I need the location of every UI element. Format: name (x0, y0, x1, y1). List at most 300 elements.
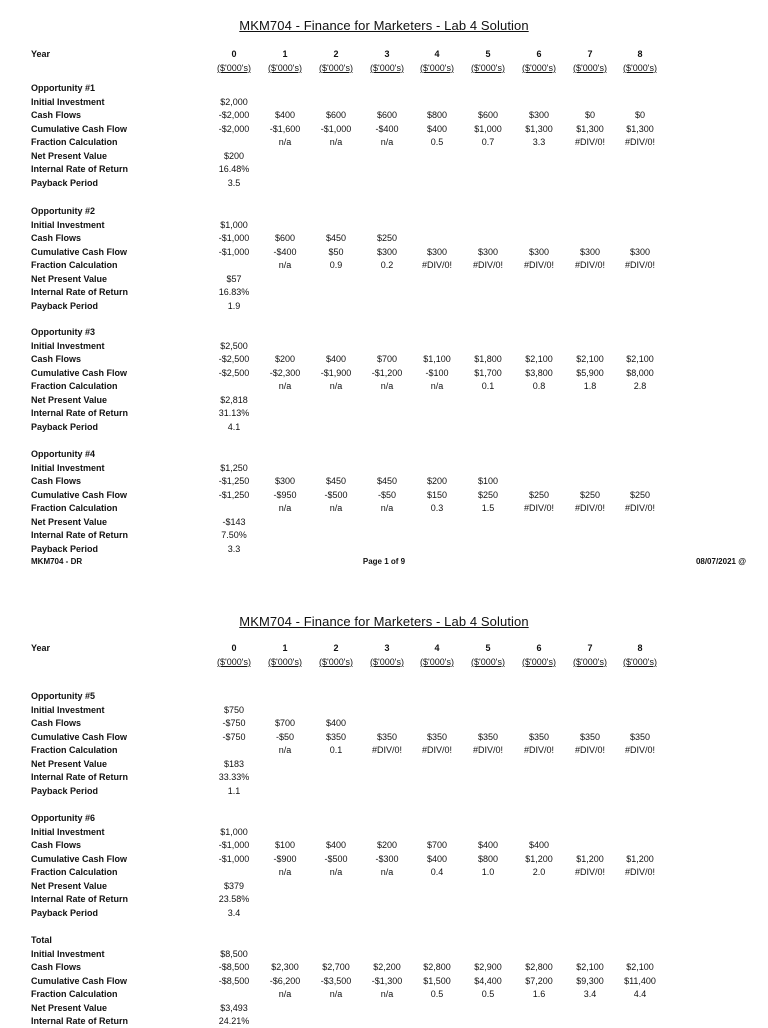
table-row (0, 340, 768, 353)
unit-cell: ($'000's) (471, 656, 505, 667)
row-label: Cumulative Cash Flow (31, 489, 128, 500)
year-cell: 6 (536, 643, 542, 653)
table-cell: $2,900 (474, 962, 502, 972)
table-cell: $0 (584, 110, 595, 120)
table-row (0, 96, 768, 109)
table-cell: $400 (325, 718, 347, 728)
row-label: Internal Rate of Return (31, 530, 129, 540)
table-row (0, 407, 768, 420)
row-label: Payback Period (31, 421, 99, 432)
row-label: Cumulative Cash Flow (31, 853, 128, 864)
row-label: Fraction Calculation (31, 867, 118, 877)
table-cell: $350 (376, 731, 398, 742)
table-cell: $11,400 (624, 975, 656, 986)
section-header-row (0, 934, 768, 947)
table-cell: 0.1 (481, 381, 495, 391)
table-cell: n/a (329, 867, 343, 877)
row-label: Payback Period (31, 907, 99, 918)
table-row (0, 853, 768, 866)
unit-cell: ($'000's) (268, 62, 302, 73)
table-cell: 0.9 (329, 260, 343, 270)
row-label: Fraction Calculation (31, 381, 118, 391)
table-row (0, 785, 768, 798)
table-cell: #DIV/0! (574, 260, 605, 270)
row-label: Fraction Calculation (31, 503, 118, 513)
unit-cell: ($'000's) (319, 62, 353, 73)
table-cell: #DIV/0! (421, 745, 452, 755)
table-cell: -$1,300 (371, 975, 403, 986)
year-cell: 0 (231, 643, 237, 653)
page-title: MKM704 - Finance for Marketers - Lab 4 Solution (239, 18, 529, 33)
year-cell: 4 (434, 49, 440, 59)
section-name: Opportunity #3 (31, 327, 96, 337)
year-cell: 8 (637, 49, 643, 59)
table-cell: $1,300 (576, 123, 604, 134)
table-cell: n/a (329, 503, 343, 513)
unit-cell: ($'000's) (522, 656, 556, 667)
table-cell: $450 (325, 233, 347, 243)
table-cell: -$1,000 (218, 853, 250, 864)
table-cell: $1,500 (423, 975, 451, 986)
table-cell: $1,000 (474, 123, 502, 134)
table-cell: -$1,200 (371, 367, 403, 378)
unit-cell: ($'000's) (370, 656, 404, 667)
table-cell: #DIV/0! (624, 260, 655, 270)
table-cell: 3.5 (227, 177, 241, 188)
table-cell: $183 (223, 758, 245, 769)
row-label: Payback Period (31, 543, 99, 554)
row-label: Payback Period (31, 785, 99, 796)
table-cell: #DIV/0! (574, 137, 605, 147)
table-cell: $450 (325, 476, 347, 486)
table-row (0, 163, 768, 176)
table-cell: n/a (278, 381, 292, 391)
table-cell: n/a (380, 137, 394, 147)
table-cell: -$50 (377, 489, 396, 500)
row-label: Net Present Value (31, 516, 108, 527)
table-cell: #DIV/0! (472, 745, 503, 755)
table-cell: -$750 (222, 731, 246, 742)
table-cell: $600 (274, 233, 296, 243)
table-cell: $1,200 (626, 853, 654, 864)
table-cell: -$8,500 (218, 962, 250, 972)
table-cell: 23.58% (218, 894, 250, 904)
unit-cell: ($'000's) (573, 62, 607, 73)
row-label: Cash Flows (31, 476, 82, 486)
table-cell: $350 (477, 731, 499, 742)
table-row (0, 1002, 768, 1015)
table-cell: $2,700 (322, 962, 350, 972)
table-cell: $100 (477, 476, 499, 486)
table-cell: #DIV/0! (624, 503, 655, 513)
table-cell: 4.1 (227, 421, 241, 432)
year-label: Year (31, 49, 51, 59)
table-row (0, 988, 768, 1001)
section-header-row (0, 205, 768, 218)
table-row (0, 948, 768, 961)
table-cell: -$143 (222, 516, 246, 527)
table-cell: $9,300 (576, 975, 604, 986)
year-cell: 7 (587, 49, 593, 59)
row-label: Initial Investment (31, 704, 105, 715)
table-cell: -$2,500 (218, 354, 250, 364)
row-label: Internal Rate of Return (31, 408, 129, 418)
table-row (0, 744, 768, 757)
table-cell: $2,818 (220, 394, 248, 405)
table-cell: $8,500 (220, 948, 248, 959)
table-cell: $300 (376, 246, 398, 257)
table-row (0, 1015, 768, 1028)
table-row (0, 839, 768, 852)
row-label: Internal Rate of Return (31, 772, 129, 782)
table-row (0, 961, 768, 974)
table-cell: $2,100 (576, 354, 604, 364)
table-row (0, 219, 768, 232)
table-cell: $150 (426, 489, 448, 500)
table-cell: $0 (634, 110, 645, 120)
table-row (0, 907, 768, 920)
table-cell: $1,200 (525, 853, 553, 864)
table-row (0, 731, 768, 744)
section-header-row (0, 690, 768, 703)
table-cell: $750 (223, 704, 245, 715)
row-label: Cash Flows (31, 962, 82, 972)
table-cell: 24.21% (218, 1016, 250, 1026)
table-cell: $1,800 (474, 354, 502, 364)
table-row (0, 529, 768, 542)
row-label: Initial Investment (31, 340, 105, 351)
table-cell: 2.8 (633, 381, 647, 391)
year-header-row (0, 48, 768, 61)
table-cell: $2,800 (525, 962, 553, 972)
table-row (0, 259, 768, 272)
table-cell: 0.1 (329, 745, 343, 755)
table-cell: $350 (629, 731, 651, 742)
table-row (0, 771, 768, 784)
row-label: Cumulative Cash Flow (31, 246, 128, 257)
table-cell: $800 (477, 853, 499, 864)
table-cell: $4,400 (474, 975, 502, 986)
table-cell: 1.8 (583, 381, 597, 391)
table-cell: n/a (430, 381, 444, 391)
table-cell: n/a (329, 989, 343, 999)
table-cell: $700 (274, 718, 296, 728)
table-row (0, 367, 768, 380)
section-name: Opportunity #6 (31, 813, 96, 823)
table-row (0, 394, 768, 407)
row-label: Net Present Value (31, 273, 108, 284)
unit-cell: ($'000's) (319, 656, 353, 667)
table-cell: $200 (376, 840, 398, 850)
table-cell: n/a (329, 381, 343, 391)
table-cell: $250 (629, 489, 651, 500)
table-cell: $300 (579, 246, 601, 257)
row-label: Fraction Calculation (31, 260, 118, 270)
table-cell: $300 (426, 246, 448, 257)
row-label: Net Present Value (31, 758, 108, 769)
table-cell: n/a (278, 260, 292, 270)
table-cell: #DIV/0! (574, 867, 605, 877)
table-cell: $1,700 (474, 367, 502, 378)
table-cell: 1.9 (227, 300, 241, 311)
row-label: Initial Investment (31, 219, 105, 230)
year-header-row (0, 642, 768, 655)
table-row (0, 717, 768, 730)
row-label: Internal Rate of Return (31, 894, 129, 904)
table-cell: $2,100 (626, 354, 654, 364)
table-cell: -$950 (273, 489, 297, 500)
table-cell: n/a (278, 867, 292, 877)
unit-cell: ($'000's) (420, 656, 454, 667)
table-cell: $200 (426, 476, 448, 486)
table-cell: $200 (274, 354, 296, 364)
year-cell: 0 (231, 49, 237, 59)
row-label: Payback Period (31, 300, 99, 311)
table-cell: $350 (528, 731, 550, 742)
table-cell: n/a (278, 745, 292, 755)
year-cell: 5 (485, 49, 491, 59)
table-cell: n/a (329, 137, 343, 147)
row-label: Fraction Calculation (31, 745, 118, 755)
row-label: Cumulative Cash Flow (31, 731, 128, 742)
table-cell: $400 (325, 840, 347, 850)
unit-cell: ($'000's) (471, 62, 505, 73)
table-cell: #DIV/0! (523, 745, 554, 755)
table-cell: 7.50% (221, 530, 247, 540)
table-cell: $100 (274, 840, 296, 850)
table-cell: $2,100 (525, 354, 553, 364)
table-cell: $400 (274, 110, 296, 120)
table-cell: $700 (376, 354, 398, 364)
table-cell: $57 (226, 273, 242, 284)
section-name: Total (31, 935, 52, 945)
table-cell: -$2,300 (269, 367, 301, 378)
table-cell: -$400 (273, 246, 297, 257)
table-cell: #DIV/0! (472, 260, 503, 270)
table-row (0, 489, 768, 502)
table-cell: 3.3 (227, 543, 241, 554)
row-label: Internal Rate of Return (31, 287, 129, 297)
year-cell: 3 (384, 49, 390, 59)
table-cell: 0.4 (430, 867, 444, 877)
table-cell: $7,200 (525, 975, 553, 986)
row-label: Cash Flows (31, 354, 82, 364)
table-row (0, 232, 768, 245)
table-cell: $600 (376, 110, 398, 120)
table-cell: n/a (380, 867, 394, 877)
year-cell: 1 (282, 643, 288, 653)
table-row (0, 286, 768, 299)
table-cell: n/a (278, 137, 292, 147)
row-label: Initial Investment (31, 96, 105, 107)
table-cell: -$500 (324, 853, 348, 864)
table-cell: $1,100 (423, 354, 451, 364)
units-row (0, 62, 768, 75)
table-cell: -$1,000 (320, 123, 352, 134)
footer-page-number: Page 1 of 9 (362, 557, 406, 566)
table-row (0, 136, 768, 149)
table-cell: -$1,250 (218, 476, 250, 486)
table-cell: #DIV/0! (421, 260, 452, 270)
table-cell: 16.48% (218, 164, 250, 174)
table-row (0, 704, 768, 717)
row-label: Net Present Value (31, 394, 108, 405)
table-cell: $400 (426, 853, 448, 864)
row-label: Cumulative Cash Flow (31, 367, 128, 378)
table-cell: 0.5 (430, 137, 444, 147)
table-cell: -$1,600 (269, 123, 301, 134)
table-cell: $1,300 (525, 123, 553, 134)
table-cell: $2,200 (373, 962, 401, 972)
table-cell: $250 (528, 489, 550, 500)
row-label: Internal Rate of Return (31, 1016, 129, 1026)
table-cell: $300 (477, 246, 499, 257)
table-row (0, 109, 768, 122)
page-break (0, 575, 768, 596)
table-row (0, 880, 768, 893)
page-footer (0, 557, 768, 569)
footer-date: 08/07/2021 @ (695, 557, 746, 566)
table-row (0, 300, 768, 313)
table-cell: -$750 (222, 718, 246, 728)
table-cell: 1.6 (532, 989, 546, 999)
table-cell: -$8,500 (218, 975, 250, 986)
table-cell: $400 (325, 354, 347, 364)
table-cell: $1,000 (220, 826, 248, 837)
table-row (0, 826, 768, 839)
table-cell: #DIV/0! (574, 745, 605, 755)
table-row (0, 353, 768, 366)
table-row (0, 866, 768, 879)
table-cell: $300 (528, 110, 550, 120)
unit-cell: ($'000's) (217, 656, 251, 667)
year-cell: 4 (434, 643, 440, 653)
table-cell: -$500 (324, 489, 348, 500)
table-cell: -$3,500 (320, 975, 352, 986)
table-cell: -$6,200 (269, 975, 301, 986)
unit-cell: ($'000's) (370, 62, 404, 73)
table-cell: 3.4 (583, 989, 597, 999)
table-cell: -$50 (275, 731, 294, 742)
table-row (0, 975, 768, 988)
table-cell: $350 (426, 731, 448, 742)
row-label: Cash Flows (31, 718, 82, 728)
year-cell: 5 (485, 643, 491, 653)
table-row (0, 893, 768, 906)
table-cell: $350 (579, 731, 601, 742)
table-cell: 16.83% (218, 287, 250, 297)
table-cell: $600 (325, 110, 347, 120)
year-cell: 3 (384, 643, 390, 653)
year-cell: 2 (333, 643, 339, 653)
table-row (0, 177, 768, 190)
table-cell: $200 (223, 150, 245, 161)
table-cell: $400 (477, 840, 499, 850)
table-cell: $2,500 (220, 340, 248, 351)
year-cell: 8 (637, 643, 643, 653)
table-cell: -$100 (425, 367, 449, 378)
unit-cell: ($'000's) (268, 656, 302, 667)
section-name: Opportunity #5 (31, 691, 96, 701)
table-cell: -$2,500 (218, 367, 250, 378)
table-cell: -$1,250 (218, 489, 250, 500)
row-label: Initial Investment (31, 462, 105, 473)
table-cell: $400 (528, 840, 550, 850)
row-label: Cash Flows (31, 233, 82, 243)
table-cell: 0.3 (430, 503, 444, 513)
unit-cell: ($'000's) (522, 62, 556, 73)
table-cell: -$1,000 (218, 246, 250, 257)
table-cell: 3.4 (227, 907, 241, 918)
table-cell: $300 (528, 246, 550, 257)
table-cell: n/a (278, 989, 292, 999)
table-row (0, 123, 768, 136)
table-cell: $50 (328, 246, 344, 257)
table-cell: -$300 (375, 853, 399, 864)
year-cell: 1 (282, 49, 288, 59)
row-label: Initial Investment (31, 948, 105, 959)
section-header-row (0, 812, 768, 825)
table-cell: $2,000 (220, 96, 248, 107)
table-cell: #DIV/0! (624, 137, 655, 147)
unit-cell: ($'000's) (217, 62, 251, 73)
sheet-page-2 (0, 596, 768, 1024)
table-cell: $2,100 (576, 962, 604, 972)
table-cell: #DIV/0! (624, 867, 655, 877)
year-cell: 6 (536, 49, 542, 59)
unit-cell: ($'000's) (420, 62, 454, 73)
table-cell: $8,000 (626, 367, 654, 378)
table-cell: #DIV/0! (574, 503, 605, 513)
table-cell: $250 (579, 489, 601, 500)
table-cell: $300 (274, 476, 296, 486)
table-row (0, 502, 768, 515)
row-label: Initial Investment (31, 826, 105, 837)
row-label: Cash Flows (31, 840, 82, 850)
table-cell: $379 (223, 880, 245, 891)
table-cell: 1.5 (481, 503, 495, 513)
section-header-row (0, 326, 768, 339)
unit-cell: ($'000's) (623, 62, 657, 73)
table-cell: $3,493 (220, 1002, 248, 1013)
table-cell: #DIV/0! (624, 745, 655, 755)
table-cell: $250 (376, 233, 398, 243)
row-label: Fraction Calculation (31, 137, 118, 147)
section-name: Opportunity #1 (31, 83, 96, 93)
table-row (0, 543, 768, 556)
row-label: Internal Rate of Return (31, 164, 129, 174)
units-row (0, 656, 768, 669)
table-cell: $400 (426, 123, 448, 134)
row-label: Net Present Value (31, 150, 108, 161)
year-cell: 2 (333, 49, 339, 59)
table-row (0, 150, 768, 163)
page-title: MKM704 - Finance for Marketers - Lab 4 Solution (239, 614, 529, 629)
row-label: Cumulative Cash Flow (31, 975, 128, 986)
section-header-row (0, 82, 768, 95)
section-header-row (0, 448, 768, 461)
table-cell: n/a (380, 381, 394, 391)
table-cell: 3.3 (532, 137, 546, 147)
table-row (0, 273, 768, 286)
table-cell: -$400 (375, 123, 399, 134)
table-cell: $3,800 (525, 367, 553, 378)
table-cell: $2,800 (423, 962, 451, 972)
table-row (0, 516, 768, 529)
table-cell: -$1,900 (320, 367, 352, 378)
table-cell: 0.5 (430, 989, 444, 999)
table-cell: $450 (376, 476, 398, 486)
